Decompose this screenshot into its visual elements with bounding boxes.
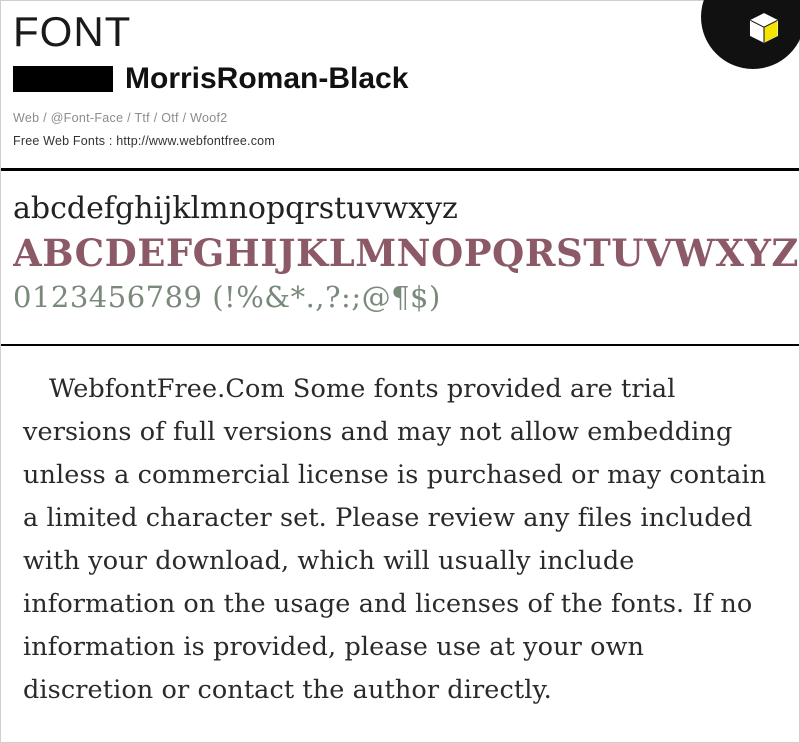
character-specimen <box>1 171 799 346</box>
font-name: MorrisRoman-Black <box>125 62 409 95</box>
cube-icon <box>747 11 781 45</box>
format-list: Web / @Font-Face / Ttf / Otf / Woof2 <box>13 111 228 125</box>
site-logo-badge[interactable] <box>701 0 800 69</box>
color-swatch <box>13 66 113 92</box>
specimen-uppercase: ABCDEFGHIJKLMNOPQRSTUVWXYZ <box>13 231 799 275</box>
specimen-lowercase: abcdefghijklmnopqrstuvwxyz <box>13 191 458 226</box>
sample-paragraph-block <box>1 346 799 722</box>
font-name-row <box>13 61 799 97</box>
sample-paragraph-text: WebfontFree.Com Some fonts provided are trial versions of full versions and may not allow embedding unless a commercial license is purchased or may contain a limited character set. Please review any files included with your download, which will usually include information on the usage and licenses of the fonts. If no information is provided, please use at your own discretion or contact the author directly. <box>23 374 767 705</box>
site-url-line: Free Web Fonts : http://www.webfontfree.com <box>13 134 275 148</box>
page-header <box>1 1 799 171</box>
page-title: FONT <box>13 8 132 55</box>
specimen-digits-symbols: 0123456789 (!%&*.,?:;@¶$) <box>13 280 441 314</box>
